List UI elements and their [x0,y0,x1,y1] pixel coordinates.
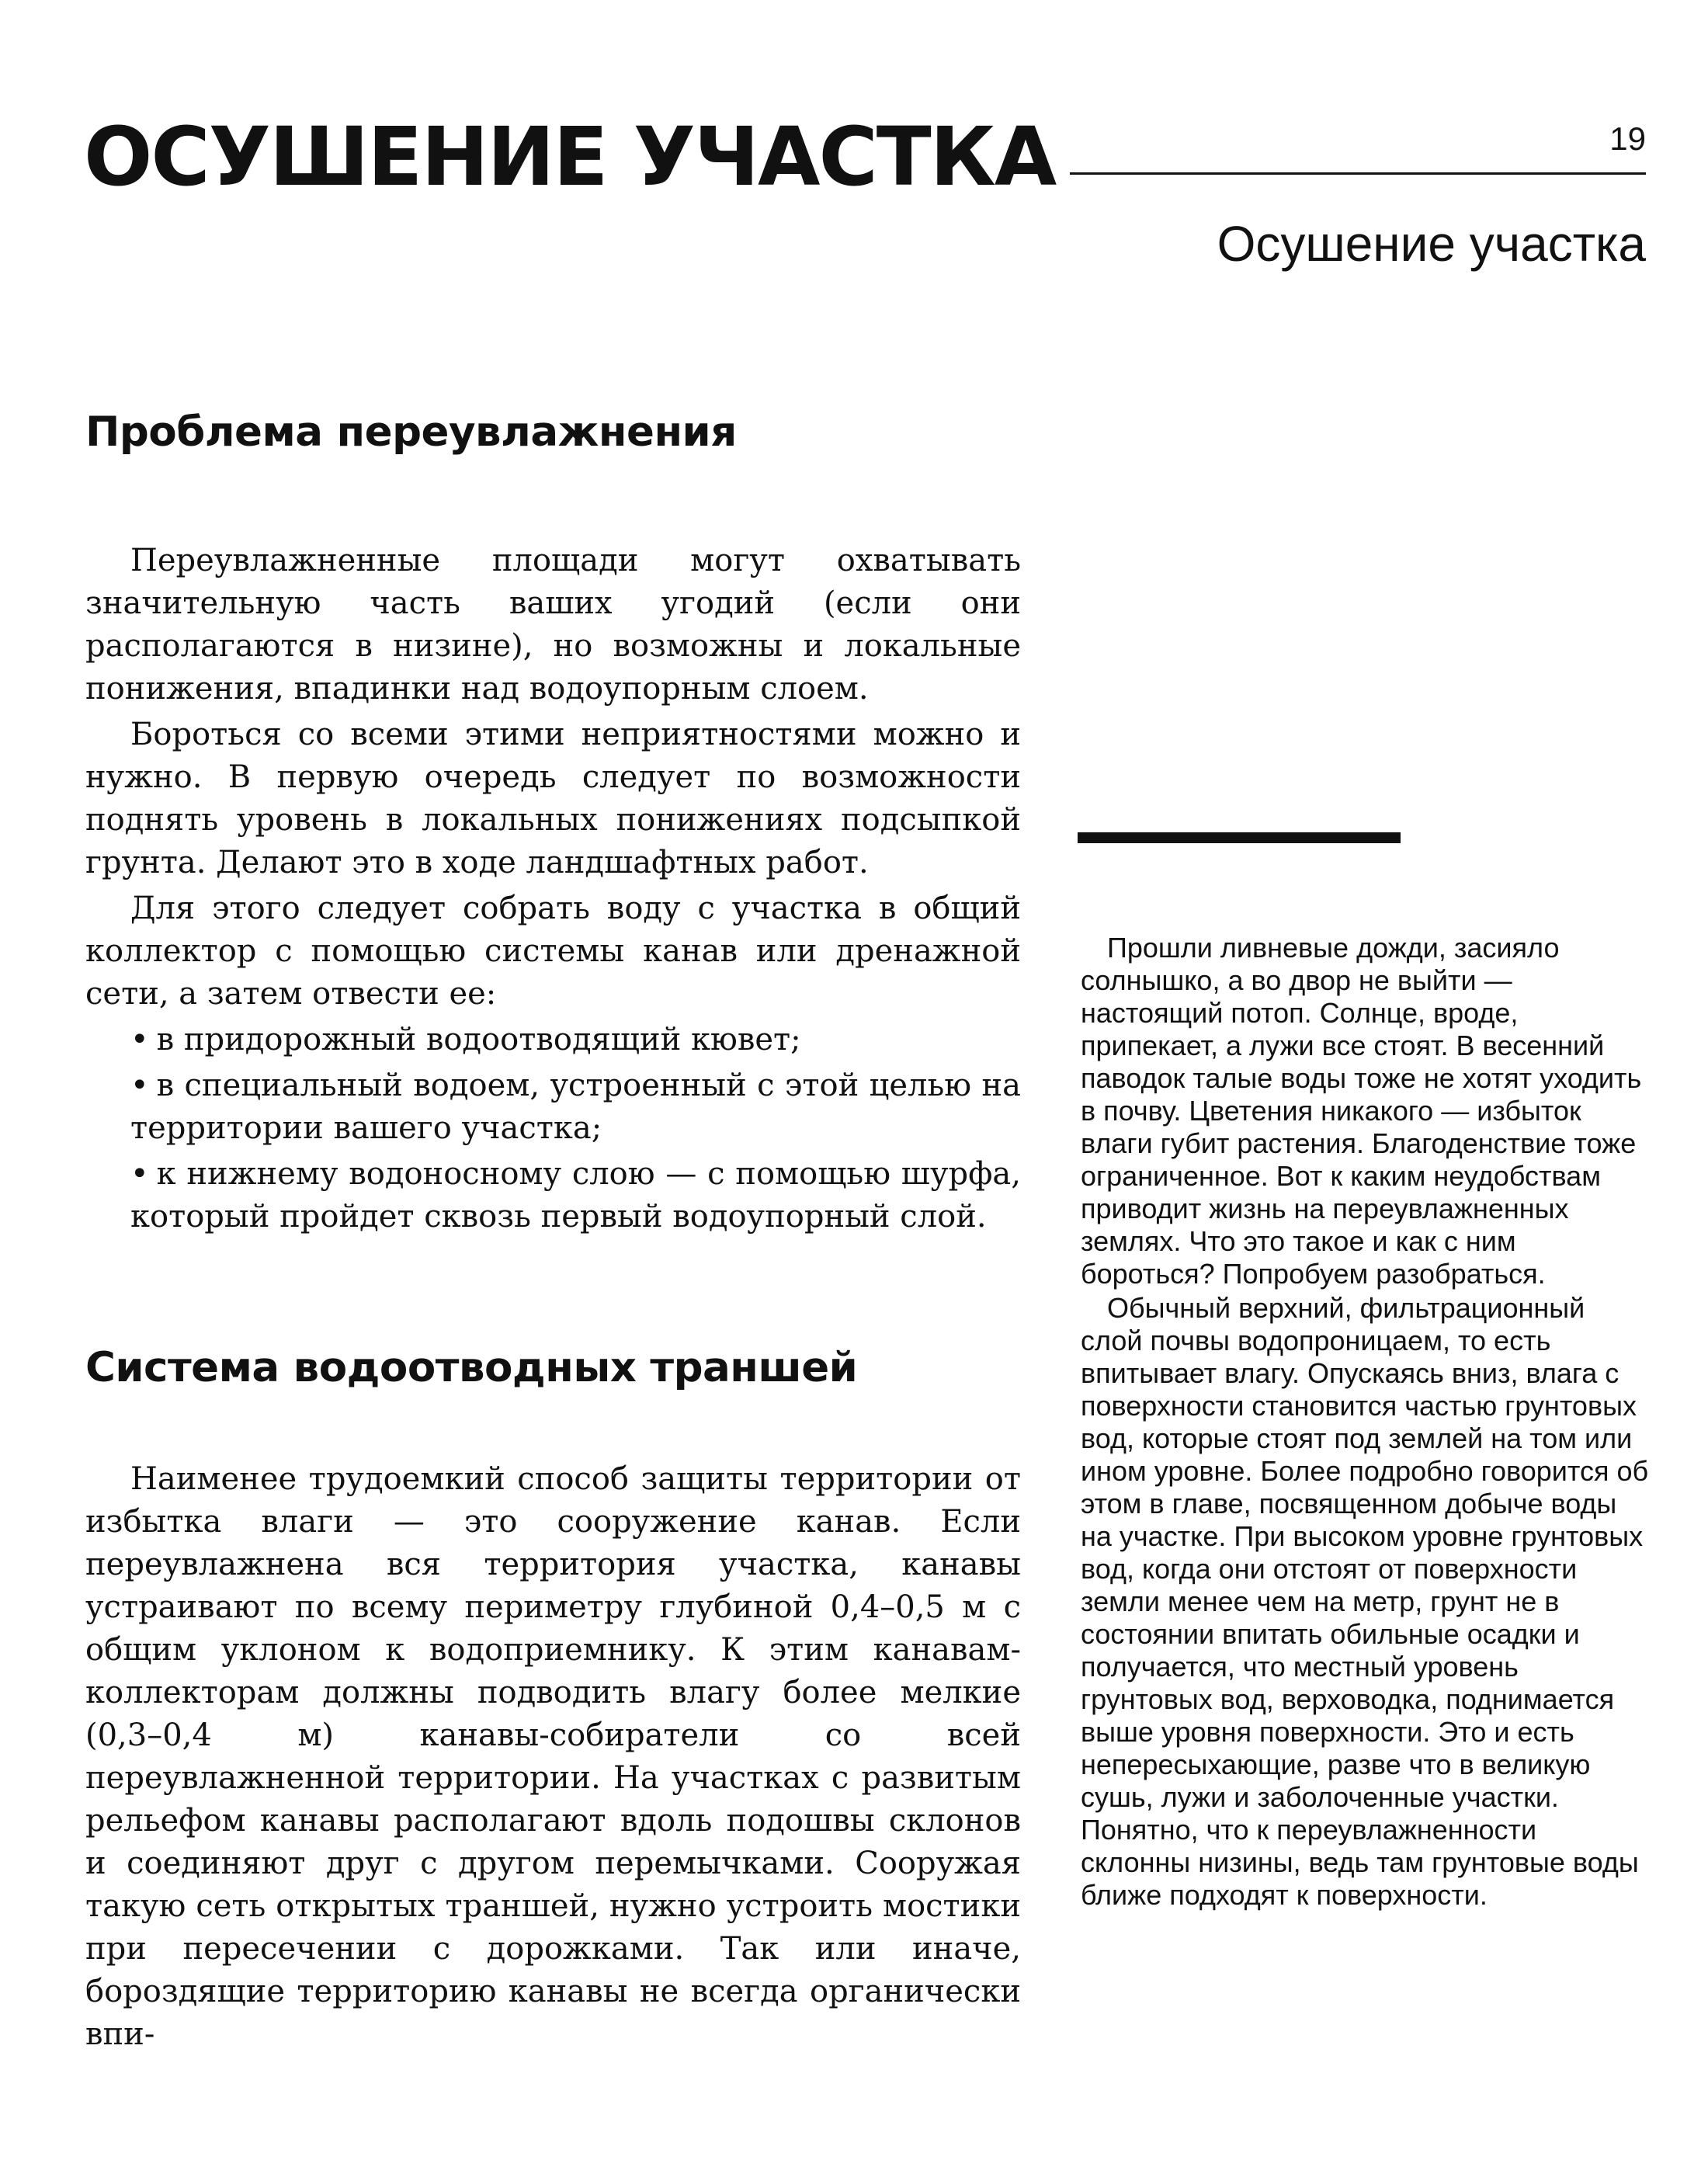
drainage-destinations-list [85,1019,1021,1238]
list-item-text: к нижнему водоносному слою — с помощью шурфа, который пройдет сквозь первый водоупорный слой. [130,1156,1021,1235]
list-item-text: в придорожный водоотводящий кювет; [156,1022,801,1057]
paragraph: Бороться со всеми этими неприятностями можно и нужно. В первую очередь следует по возможности поднять уровень в локальных понижениях подсыпкой грунта. Делают это в ходе ландшафтных работ. [85,717,1021,880]
section-heading-overwetting: Проблема переувлажнения [85,408,737,456]
header-rule [1070,172,1646,175]
bullet-icon: • [130,1156,149,1192]
sidebar-intro [1081,932,1651,1912]
main-column [85,408,1021,2056]
list-item [85,1153,1021,1238]
chapter-title: ОСУШЕНИЕ УЧАСТКА [84,109,1056,204]
paragraph: Для этого следует собрать воду с участка в общий коллектор с помощью системы канав или дренажной сети, а затем отвести ее: [85,891,1021,1012]
list-item [85,1064,1021,1150]
page-number: 19 [1609,120,1646,157]
bullet-icon: • [130,1068,149,1103]
section-body-overwetting [85,540,1021,1238]
list-item [85,1019,1021,1061]
section-heading-trenches: Система водоотводных траншей [85,1344,858,1391]
section-body-trenches [85,1458,1021,2056]
sidebar-divider-bar [1078,832,1401,843]
running-head: Осушение участка [1217,216,1646,272]
paragraph: Переувлажненные площади могут охватывать значительную часть ваших угодий (если они располагаются в низине), но возможны и локальные понижения, впадинки над водоупорным слоем. [85,543,1021,707]
bullet-icon: • [130,1022,149,1057]
list-item-text: в специальный водоем, устроенный с этой целью на территории вашего участка; [130,1068,1021,1146]
sidebar-paragraph: Прошли ливневые дожди, засияло солнышко, а во двор не выйти — настоящий потоп. Солнце, вроде, припекает, а лужи все стоят. В весенний паводок талые воды тоже не хотят уходить в почву. Цветения никакого — избыток влаги губит растения. Благоденствие тоже ограниченное. Вот к каким неудобствам приводит жизнь на переувлажненных землях. Что это такое и как с ним бороться? Попробуем разобраться. [1081,932,1642,1290]
paragraph: Наименее трудоемкий способ защиты территории от избытка влаги — это сооружение канав. Если переувлажнена вся территория участка, канавы устраивают по всему периметру глубиной 0,4–0,5 м с общим уклоном к водоприемнику. К этим канавам-коллекторам должны подводить влагу более мелкие (0,3–0,4 м) канавы-собиратели со всей переувлажненной территории. На участках с развитым рельефом канавы располагают вдоль подошвы склонов и соединяют друг с другом перемычками. Сооружая такую сеть открытых траншей, нужно устроить мостики при пересечении с дорожками. Так или иначе, бороздящие территорию канавы не всегда органически впи- [85,1461,1021,2052]
sidebar-paragraph: Обычный верхний, фильтрационный слой почвы водопроницаем, то есть впитывает влагу. Опускаясь вниз, влага с поверхности становится частью грунтовых вод, которые стоят под землей на том или ином уровне. Более подробно говорится об этом в главе, посвященном добыче воды на участке. При высоком уровне грунтовых вод, когда они отстоят от поверхности земли менее чем на метр, грунт не в состоянии впитать обильные осадки и получается, что местный уровень грунтовых вод, верховодка, поднимается выше уровня поверхности. Это и есть непересыхающие, разве что в великую сушь, лужи и заболоченные участки. Понятно, что к переувлажненности склонны низины, ведь там грунтовые воды ближе подходят к поверхности. [1081,1292,1649,1911]
